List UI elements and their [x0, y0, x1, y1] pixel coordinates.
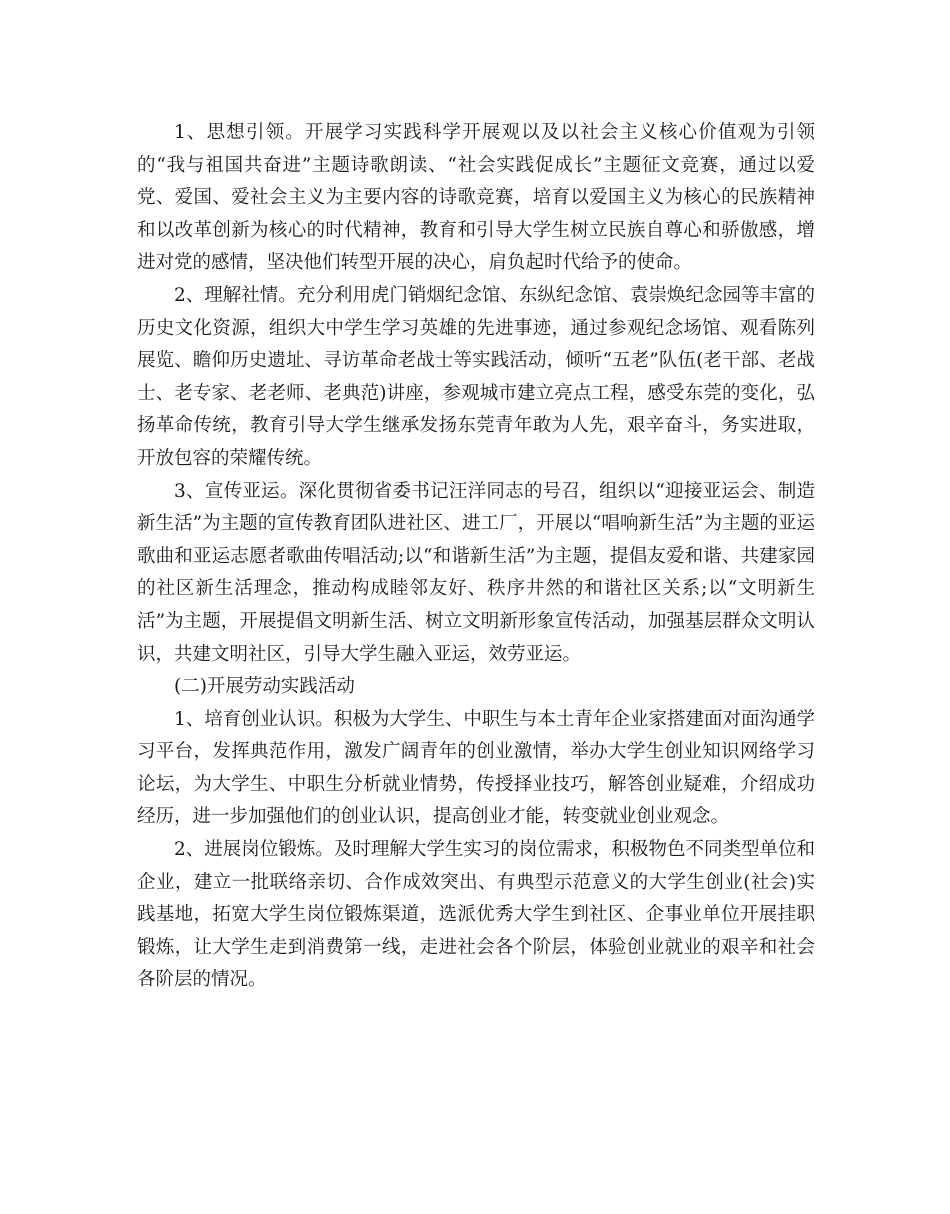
- paragraph-understand-society: 2、理解社情。充分利用虎门销烟纪念馆、东纵纪念馆、袁崇焕纪念园等丰富的历史文化资源，组织大中学生学习英雄的先进事迹，通过参观纪念场馆、观看陈列展览、瞻仰历史遗址、寻访革命老战士等实践活动，倾听“五老”队伍(老干部、老战士、老专家、老老师、老典范)讲座，参观城市建立亮点工程，感受东莞的变化，弘扬革命传统，教育引导大学生继承发扬东莞青年敢为人先，艰辛奋斗，务实进取，开放包容的荣耀传统。: [137, 284, 815, 469]
- section-heading-labor-practice: (二)开展劳动实践活动: [174, 676, 355, 698]
- paragraph-job-training: 2、进展岗位锻炼。及时理解大学生实习的岗位需求，积极物色不同类型单位和企业，建立一批联络亲切、合作成效突出、有典型示范意义的大学生创业(社会)实践基地，拓宽大学生岗位锻炼渠道，选派优秀大学生到社区、企事业单位开展挂职锻炼，让大学生走到消费第一线，走进社会各个阶层，体验创业就业的艰辛和社会各阶层的情况。: [137, 839, 815, 991]
- document-body: [137, 117, 815, 997]
- paragraph-ideological-guidance: 1、思想引领。开展学习实践科学开展观以及以社会主义核心价值观为引领的“我与祖国共奋进”主题诗歌朗读、“社会实践促成长”主题征文竞赛，通过以爱党、爱国、爱社会主义为主要内容的诗歌竞赛，培育以爱国主义为核心的民族精神和以改革创新为核心的时代精神，教育和引导大学生树立民族自尊心和骄傲感，增进对党的感情，坚决他们转型开展的决心，肩负起时代给予的使命。: [137, 122, 815, 274]
- paragraph-promote-asian-games: 3、宣传亚运。深化贯彻省委书记汪洋同志的号召，组织以“迎接亚运会、制造新生活”为主题的宣传教育团队进社区、进工厂，开展以“唱响新生活”为主题的亚运歌曲和亚运志愿者歌曲传唱活动;以“和谐新生活”为主题，提倡友爱和谐、共建家园的社区新生活理念，推动构成睦邻友好、秩序井然的和谐社区关系;以“文明新生活”为主题，开展提倡文明新生活、树立文明新形象宣传活动，加强基层群众文明认识，共建文明社区，引导大学生融入亚运，效劳亚运。: [137, 480, 815, 665]
- paragraph-entrepreneurship-awareness: 1、培育创业认识。积极为大学生、中职生与本土青年企业家搭建面对面沟通学习平台，发挥典范作用，激发广阔青年的创业激情，举办大学生创业知识网络学习论坛，为大学生、中职生分析就业情势，传授择业技巧，解答创业疑难，介绍成功经历，进一步加强他们的创业认识，提高创业才能，转变就业创业观念。: [137, 708, 815, 828]
